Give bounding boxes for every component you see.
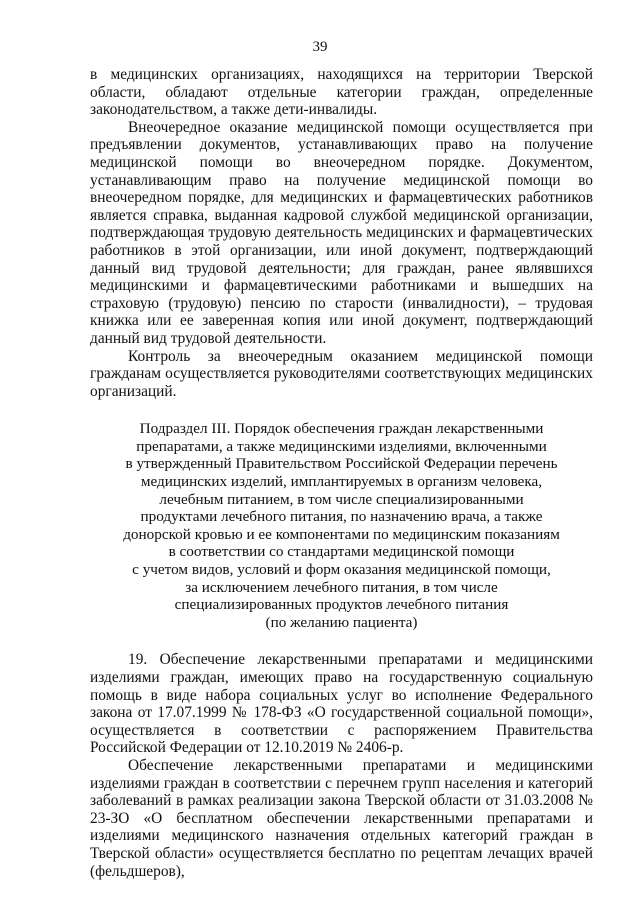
heading-line: за исключением лечебного питания, в том числе bbox=[185, 578, 498, 596]
page-number: 39 bbox=[312, 39, 328, 55]
paragraph-regional-provision: Обеспечение лекарственными препаратами и медицинскими изделиями граждан в соответствии с перечнем групп населения и категорий заболеваний в рамках реализации закона Тверской области от 31.03.2008 № 23-ЗО «О бесплатном обеспечении лекарственными препаратами и изделиями медицинского назначения отдельных категорий граждан в Тверской области» осуществляется бесплатно по рецептам лечащих врачей (фельдшеров), bbox=[90, 756, 593, 880]
heading-line: с учетом видов, условий и форм оказания медицинской помощи, bbox=[132, 561, 551, 579]
heading-line: препаратами, а также медицинскими изделиями, включенными bbox=[136, 437, 547, 455]
paragraph-priority-care: Внеочередное оказание медицинской помощи осуществляется при предъявлении документов, устанавливающих право на получение медицинской помощи во внеочередном порядке. Документом, устанавливающим право на получение медицинской помощи во внеочередном порядке, для медицинских и фармацевтических работников является справка, выданная кадровой службой медицинской организации, подтверждающая трудовую деятельность медицинских и фармацевтических работников в этой организации, или иной документ, подтверждающий данный вид трудовой деятельности; для граждан, ранее являвшихся медицинскими и фармацевтическими работниками и вышедших на страховую (трудовую) пенсию по старости (инвалидности), – трудовая книжка или ее заверенная копия или иной документ, подтверждающий данный вид трудовой деятельности. bbox=[90, 118, 593, 347]
heading-line: (по желанию пациента) bbox=[265, 613, 418, 631]
heading-line: в соответствии со стандартами медицинской помощи bbox=[168, 543, 515, 561]
document-body bbox=[90, 66, 593, 880]
heading-line: в утвержденный Правительством Российской Федерации перечень bbox=[125, 455, 558, 473]
heading-line: лечебным питанием, в том числе специализированными bbox=[159, 490, 524, 508]
paragraph-item-19: 19. Обеспечение лекарственными препаратами и медицинскими изделиями граждан, имеющих право на государственную социальную помощь в виде набора социальных услуг во исполнение Федерального закона от 17.07.1999 № 178-ФЗ «О государственной социальной помощи», осуществляется в соответствии с распоряжением Правительства Российской Федерации от 12.10.2019 № 2406-р. bbox=[90, 651, 593, 757]
section-heading bbox=[90, 420, 593, 631]
heading-line: медицинских изделий, имплантируемых в организм человека, bbox=[140, 473, 543, 491]
paragraph-control: Контроль за внеочередным оказанием медицинской помощи гражданам осуществляется руководителями соответствующих медицинских организаций. bbox=[90, 347, 593, 400]
heading-line: продуктами лечебного питания, по назначению врача, а также bbox=[140, 508, 543, 526]
heading-line: донорской кровью и ее компонентами по медицинским показаниям bbox=[123, 525, 560, 543]
paragraph-continuation: в медицинских организациях, находящихся на территории Тверской области, обладают отдельные категории граждан, определенные законодательством, а также дети-инвалиды. bbox=[90, 66, 593, 119]
heading-line: Подраздел III. Порядок обеспечения граждан лекарственными bbox=[139, 420, 544, 438]
heading-line: специализированных продуктов лечебного питания bbox=[174, 596, 509, 614]
